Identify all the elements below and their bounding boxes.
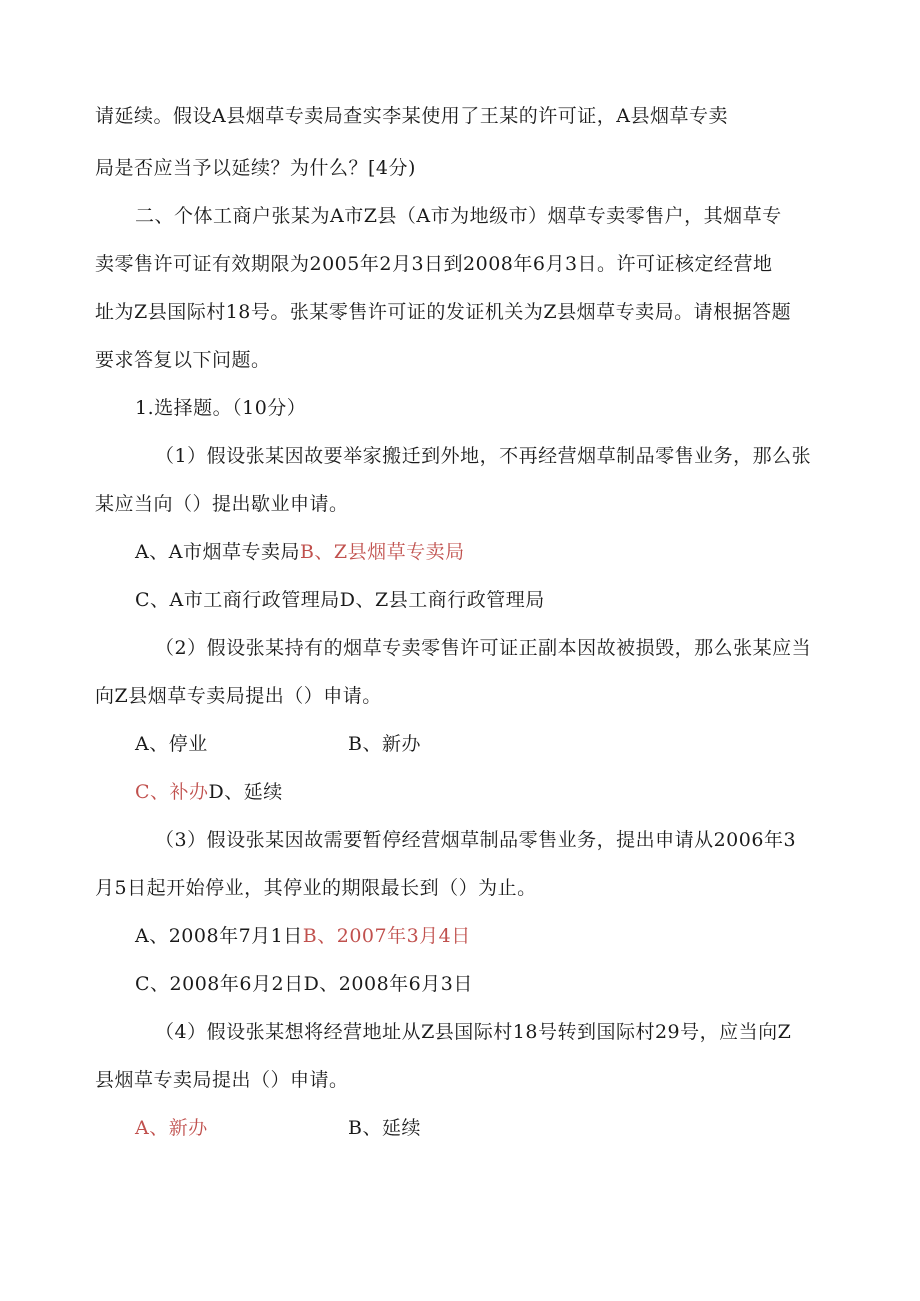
answer-option-b: B、Z县烟草专卖局 [299,541,465,563]
option-a: A、A市烟草专卖局 [135,541,300,563]
question-1-options-cd: C、A市工商行政管理局D、Z县工商行政管理局 [135,589,545,611]
question-2-line-1: （2）假设张某持有的烟草专卖零售许可证正副本因故被损毁，那么张某应当 [155,637,812,659]
question-3-options-ab [135,924,471,948]
section-two-line-4: 要求答复以下问题。 [95,349,271,371]
question-4-option-b: B、延续 [348,1117,421,1139]
answer-option-c: C、补办 [135,781,209,803]
choice-heading: 1.选择题。（10分） [135,397,307,419]
question-1-line-1: （1）假设张某因故要举家搬迁到外地，不再经营烟草制品零售业务，那么张 [155,445,812,467]
paragraph-line-1: 请延续。假设A县烟草专卖局查实李某使用了王某的许可证，A县烟草专卖 [95,105,728,127]
section-two-line-2: 卖零售许可证有效期限为2005年2月3日到2008年6月3日。许可证核定经营地 [95,253,773,275]
question-1-line-2: 某应当向（）提出歇业申请。 [95,493,349,515]
question-4-line-2: 县烟草专卖局提出（）申请。 [95,1069,349,1091]
answer-option-b: B、2007年3月4日 [302,925,471,947]
question-3-options-cd: C、2008年6月2日D、2008年6月3日 [135,973,473,995]
paragraph-line-2: 局是否应当予以延续？为什么？[4分) [95,157,416,179]
question-1-options-ab [135,540,465,564]
question-2-option-b: B、新办 [348,733,421,755]
section-two-line-3: 址为Z县国际村18号。张某零售许可证的发证机关为Z县烟草专卖局。请根据答题 [95,301,792,323]
question-2-option-a: A、停业 [135,733,208,755]
option-d: D、延续 [208,781,283,803]
question-3-line-1: （3）假设张某因故需要暂停经营烟草制品零售业务，提出申请从2006年3 [155,829,797,851]
option-a: A、2008年7月1日 [135,925,303,947]
question-3-line-2: 月5日起开始停业，其停业的期限最长到（）为止。 [95,877,537,899]
question-2-options-cd [135,780,283,804]
question-2-line-2: 向Z县烟草专卖局提出（）申请。 [95,685,382,707]
section-two-line-1: 二、个体工商户张某为A市Z县（A市为地级市）烟草专卖零售户，其烟草专 [135,205,782,227]
answer-option-a: A、新办 [135,1117,208,1139]
question-4-line-1: （4）假设张某想将经营地址从Z县国际村18号转到国际村29号，应当向Z [155,1021,792,1043]
